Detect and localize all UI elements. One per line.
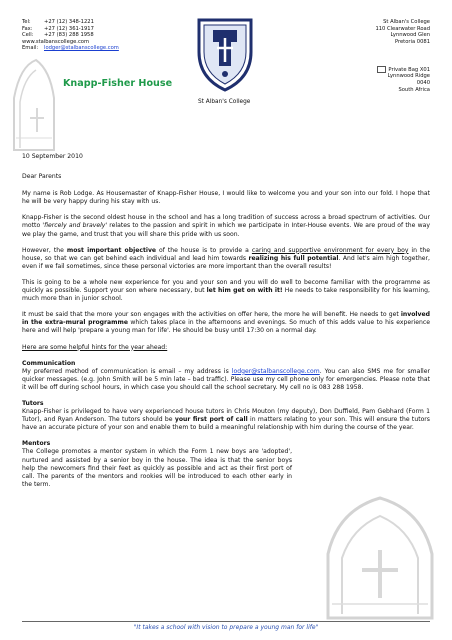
postal-line: Private Bag X01 [310,66,430,73]
postal-line: 0040 [416,79,430,86]
mitre-watermark-right-icon [318,494,442,620]
postal-block [310,66,430,93]
address-line: St Alban's College [383,19,430,25]
contact-fax: Fax: +27 (12) 361-1917 [22,25,94,32]
tutors-heading: Tutors [22,399,44,407]
paragraph-intro: My name is Rob Lodge. As Housemaster of Knapp-Fisher House, I would like to welcome you and your son into our fold. I hope that he will be very happy during his stay with us. [22,190,430,206]
footer-divider [22,621,430,622]
envelope-icon [377,66,386,73]
contact-cell: Cell: +27 (83) 288 1958 [22,32,94,39]
school-caption: St Alban's College [198,99,251,105]
house-name: Knapp-Fisher House [63,78,173,89]
contact-email-row: Email: lodger@stalbanscollege.com [22,45,119,52]
contact-tel: Tel: +27 (12) 348-1221 [22,19,94,25]
paragraph-communication: My preferred method of communication is email – my address is lodger@stalbanscollege.com. You can also SMS me for smaller quicker messages. (e.g. John Smith will be 5 min late – bad traffic). Please use my cell phone only for emergencies. Please note that it will be off during school hours, in which case you should call the school secretary. My cell no is 083 288 1958. [22,367,430,391]
salutation: Dear Parents [22,173,62,181]
communication-heading: Communication [22,359,76,367]
paragraph-extramural: It must be said that the more your son engages with the activities on offer here, the more he will benefit. He needs to get involved in the extra-mural programme which takes place in the afternoons and evenings. So much of this adds value to his experience here and will help 'prepare a young man for life'. He should be busy until 17:30 on a normal day. [22,311,430,335]
address-line: 110 Clearwater Road [375,25,430,32]
mentors-heading: Mentors [22,440,51,448]
contact-block [22,19,162,52]
mitre-watermark-left-icon [10,58,58,154]
hints-heading: Here are some helpful hints for the year ahead: [22,343,168,351]
letter-body [22,153,430,489]
contact-email-link[interactable]: lodger@stalbanscollege.com [44,45,119,52]
school-crest-icon [193,16,257,94]
address-block [310,19,430,45]
postal-line: South Africa [398,86,430,93]
paragraph-experience: This is going to be a whole new experience for you and your son and you will do well to become familiar with the programme as quickly as possible. Support your son where necessary, but let him get on with it! He needs to take responsibility for his learning, much more than in junior school. [22,278,430,303]
letter-date: 10 September 2010 [22,153,83,160]
communication-email-link[interactable]: lodger@stalbanscollege.com [231,367,320,375]
paragraph-tutors: Knapp-Fisher is privileged to have very experienced house tutors in Chris Mouton (my deputy), Don Duffield, Pam Gebhard (Form 1 Tutor), and Ryan Anderson. The tutors should be your first port of call in matters relating to your son. This will ensure the tutors have an accurate picture of your son and enable them to build a meaningful relationship with him during the course of the year. [22,408,430,432]
postal-line: Lynnwood Ridge [387,73,430,80]
paragraph-objective: However, the most important objective of the house is to provide a caring and supportive environment for every boy in the house, so that we can get behind each individual and lead him towards realizing his full potential. And let's aim high together, even if we fail sometimes, since these personal victories are more important than the overall results! [22,246,430,270]
footer-tagline: "It takes a school with vision to prepare a young man for life" [133,624,319,631]
address-line: Pretoria 0081 [394,38,430,45]
paragraph-mentors: The College promotes a mentor system in which the Form 1 new boys are 'adopted', nurtured and assisted by a senior boy in the house. The idea is that the senior boys help the newcomers find their feet as quickly as possible and act as their first port of call. The parents of the mentors and rookies will be introduced to each other early in the term. [22,448,292,488]
paragraph-history: Knapp-Fisher is the second oldest house in the school and has a long tradition of success across a broad spectrum of activities. Our motto 'fiercely and bravely' relates to the passion and spirit in which we participate in Inter-House events. We are proud of the way we play the game, and trust that you will share this pride with us soon. [22,214,430,238]
address-line: Lynnwood Glen [390,32,430,39]
contact-website[interactable]: www.stalbanscollege.com [22,38,90,45]
